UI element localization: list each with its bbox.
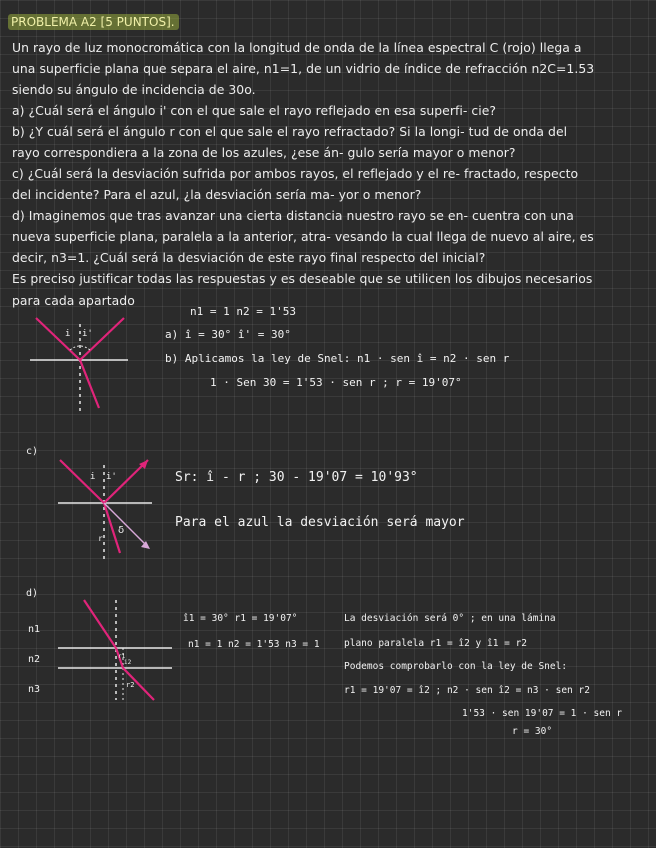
statement-line: d) Imaginemos que tras avanzar una cierta distancia nuestro rayo se en- cuentra con una bbox=[12, 208, 574, 223]
answer-c-formula: Sr: î - r ; 30 - 19'07 = 10'93° bbox=[175, 470, 418, 485]
statement-line: una superficie plana que separa el aire, n1=1, de un vidrio de índice de refracción n2C=1.53 bbox=[12, 61, 595, 76]
d-angles: î1 = 30° r1 = 19'07° bbox=[183, 613, 298, 624]
i2-mark: i2 bbox=[124, 659, 132, 666]
incident-ray bbox=[36, 318, 80, 360]
statement-line: b) ¿Y cuál será el ángulo r con el que sale el rayo refractado? Si la longi- tud de onda del bbox=[12, 124, 568, 139]
figure-c-diagram bbox=[50, 455, 170, 565]
statement-line: Un rayo de luz monocromática con la longitud de onda de la línea espectral C (rojo) llega a bbox=[12, 40, 582, 55]
statement-line: nueva superficie plana, paralela a la anterior, atra- vesando la cual llega de nuevo al aire, es bbox=[12, 229, 594, 244]
statement-line: siendo su ángulo de incidencia de 30o. bbox=[12, 82, 256, 97]
reflected-ray bbox=[80, 318, 124, 360]
answer-c-blue: Para el azul la desviación será mayor bbox=[175, 515, 465, 530]
r-mark: r bbox=[98, 534, 103, 543]
r2-mark: r2 bbox=[126, 681, 135, 689]
d-text-6: r = 30° bbox=[512, 726, 553, 737]
d-indices: n1 = 1 n2 = 1'53 n3 = 1 bbox=[188, 639, 320, 650]
answer-b-law: b) Aplicamos la ley de Snel: n1 · sen î = n2 · sen r bbox=[165, 352, 510, 365]
i-prime-mark: i' bbox=[106, 472, 117, 482]
statement-line: del incidente? Para el azul, ¿la desviación sería ma- yor o menor? bbox=[12, 187, 422, 202]
d-text-4: r1 = 19'07 = î2 ; n2 · sen î2 = n3 · sen r2 bbox=[344, 685, 590, 696]
statement-line: rayo correspondiera a la zona de los azules, ¿ese án- gulo sería mayor o menor? bbox=[12, 145, 516, 160]
problem-title: PROBLEMA A2 [5 PUNTOS]. bbox=[8, 14, 179, 30]
n-values-ab: n1 = 1 n2 = 1'53 bbox=[190, 305, 296, 318]
i-mark: i bbox=[65, 329, 71, 339]
d-text-1: La desviación será 0° ; en una lámina bbox=[344, 613, 556, 624]
i-prime-mark: i' bbox=[82, 329, 93, 339]
statement-line: para cada apartado bbox=[12, 293, 135, 308]
d-text-3: Podemos comprobarlo con la ley de Snel: bbox=[344, 661, 568, 672]
statement-line: c) ¿Cuál será la desviación sufrida por ambos rayos, el reflejado y el re- fractado, respecto bbox=[12, 166, 579, 181]
statement-line: decir, n3=1. ¿Cuál será la desviación de este rayo final respecto del inicial? bbox=[12, 250, 486, 265]
section-c-label: c) bbox=[26, 446, 39, 457]
d-text-5: 1'53 · sen 19'07 = 1 · sen r bbox=[462, 708, 623, 719]
n1-label: n1 bbox=[28, 624, 41, 635]
n2-label: n2 bbox=[28, 654, 41, 665]
figure-ab-diagram bbox=[20, 306, 140, 416]
statement-line: a) ¿Cuál será el ángulo i' con el que sale el rayo reflejado en esa superfi- cie? bbox=[12, 103, 497, 118]
figure-d-diagram bbox=[50, 596, 190, 706]
r1-mark: r1 bbox=[118, 653, 126, 660]
incident-ray bbox=[60, 460, 104, 503]
i-mark: i bbox=[90, 472, 96, 482]
incident-ray bbox=[84, 600, 116, 648]
delta-mark: δ bbox=[118, 525, 125, 536]
d-text-2: plano paralela r1 = î2 y î1 = r2 bbox=[344, 638, 528, 649]
answer-b-calc: 1 · Sen 30 = 1'53 · sen r ; r = 19'07° bbox=[210, 376, 462, 389]
refracted-ray bbox=[80, 360, 99, 408]
statement-line: Es preciso justificar todas las respuestas y es deseable que se utilicen los dibujos necesarios bbox=[12, 271, 593, 286]
n3-label: n3 bbox=[28, 684, 41, 695]
section-d-label: d) bbox=[26, 588, 39, 599]
answer-a: a) î = 30° î' = 30° bbox=[165, 328, 291, 341]
